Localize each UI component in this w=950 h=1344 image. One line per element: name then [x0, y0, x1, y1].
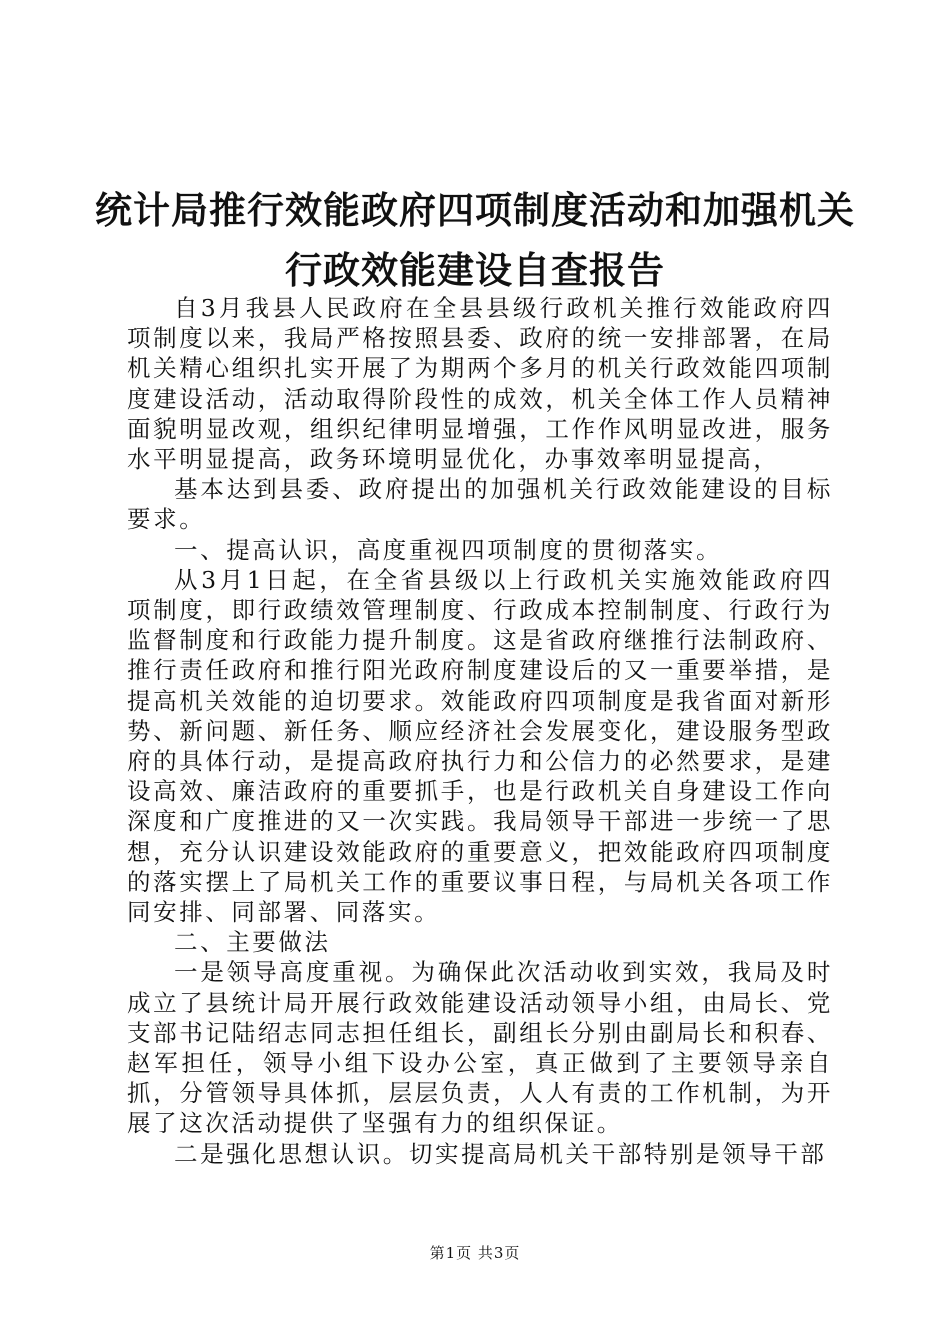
- paragraph: 自3月我县人民政府在全县县级行政机关推行效能政府四项制度以来，我局严格按照县委、政府的统一安排部署，在局机关精心组织扎实开展了为期两个多月的机关行政效能四项制度建设活动，活动取得阶段性的成效，机关全体工作人员精神面貌明显改观，组织纪律明显增强，工作作风明显改进，服务水平明显提高，政务环境明显优化，办事效率明显提高，: [127, 294, 833, 474]
- paragraph: 一是领导高度重视。为确保此次活动收到实效，我局及时成立了县统计局开展行政效能建设活动领导小组，由局长、党支部书记陆绍志同志担任组长，副组长分别由副局长和积春、赵军担任，领导小组下设办公室，真正做到了主要领导亲自抓，分管领导具体抓，层层负责，人人有责的工作机制，为开展了这次活动提供了坚强有力的组织保证。: [127, 958, 833, 1138]
- document-title-line-2: 行政效能建设自查报告: [285, 248, 665, 292]
- section-heading: 一、提高认识，高度重视四项制度的贯彻落实。: [174, 535, 723, 564]
- paragraph: 基本达到县委、政府提出的加强机关行政效能建设的目标要求。: [127, 475, 833, 534]
- section-heading: 二、主要做法: [174, 928, 331, 957]
- paragraph: 二是强化思想认识。切实提高局机关干部特别是领导干部: [174, 1139, 827, 1168]
- document-title-line-1: 统计局推行效能政府四项制度活动和加强机关: [95, 188, 855, 232]
- document-body: [127, 293, 833, 1169]
- page-footer: 第1页 共3页: [429, 1244, 521, 1262]
- paragraph: 从3月1日起，在全省县级以上行政机关实施效能政府四项制度，即行政绩效管理制度、行政成本控制制度、行政行为监督制度和行政能力提升制度。这是省政府继推行法制政府、推行责任政府和推行阳光政府制度建设后的又一重要举措，是提高机关效能的迫切要求。效能政府四项制度是我省面对新形势、新问题、新任务、顺应经济社会发展变化，建设服务型政府的具体行动，是提高政府执行力和公信力的必然要求，是建设高效、廉洁政府的重要抓手，也是行政机关自身建设工作向深度和广度推进的又一次实践。我局领导干部进一步统一了思想，充分认识建设效能政府的重要意义，把效能政府四项制度的落实摆上了局机关工作的重要议事日程，与局机关各项工作同安排、同部署、同落实。: [127, 565, 833, 927]
